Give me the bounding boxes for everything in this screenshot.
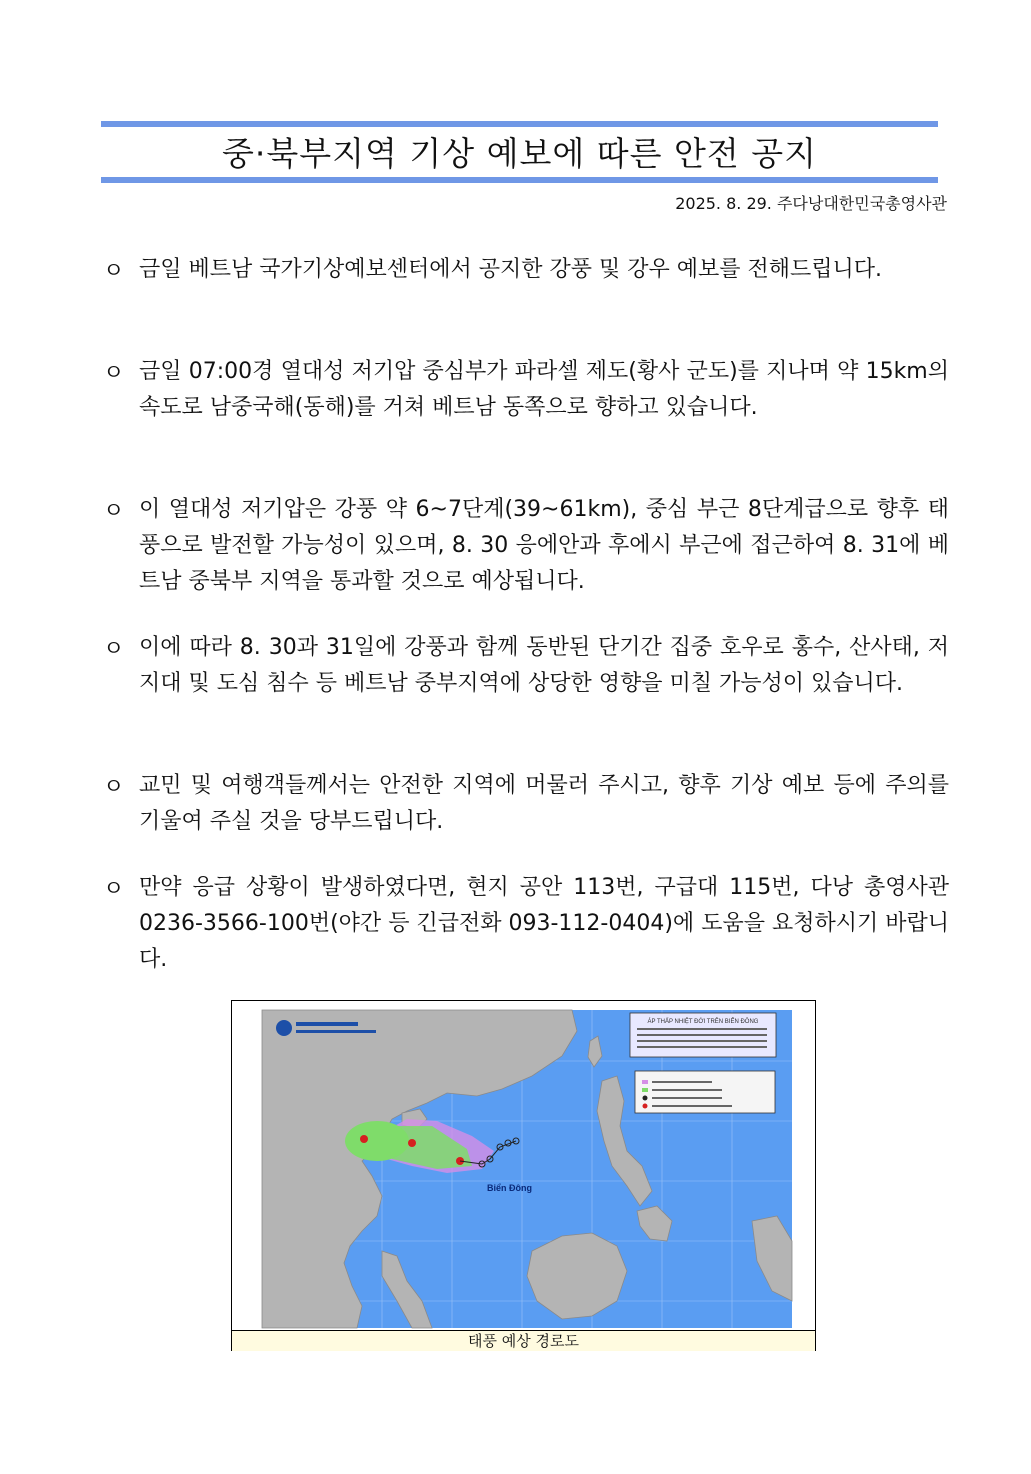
notice-item-4 (103, 630, 949, 702)
bullet-icon: ㅇ (103, 259, 125, 284)
storm-track-figure (231, 1000, 816, 1351)
notice-item-3 (103, 492, 949, 600)
title-bottom-rule (101, 177, 938, 183)
notice-text: 이 열대성 저기압은 강풍 약 6~7단계(39~61km), 중심 부근 8단계급으로 향후 태풍으로 발전할 가능성이 있으며, 8. 30 응에안과 후에시 부근에 접근하여 8. 31에 베트남 중북부 지역을 통과할 것으로 예상됩니다. (139, 497, 949, 594)
bullet-icon: ㅇ (103, 877, 125, 902)
agency-logo (276, 1020, 292, 1036)
storm-marker (360, 1135, 368, 1143)
bullet-icon: ㅇ (103, 499, 125, 524)
storm-track-map-graphic (232, 1001, 815, 1330)
sea-label: Biển Đông (487, 1183, 532, 1193)
notice-text: 교민 및 여행객들께서는 안전한 지역에 머물러 주시고, 향후 기상 예보 등에 주의를 기울여 주실 것을 당부드립니다. (139, 773, 949, 834)
storm-marker (408, 1139, 416, 1147)
bullet-icon: ㅇ (103, 637, 125, 662)
notice-text: 금일 07:00경 열대성 저기압 중심부가 파라셀 제도(황사 군도)를 지나며 약 15km의 속도로 남중국해(동해)를 거쳐 베트남 동쪽으로 향하고 있습니다. (139, 359, 949, 420)
notice-item-6 (103, 870, 949, 978)
notice-item-5 (103, 768, 949, 840)
storm-track-map (232, 1001, 815, 1330)
page-title: 중·북부지역 기상 예보에 따른 안전 공지 (222, 134, 817, 173)
bullet-icon: ㅇ (103, 361, 125, 386)
dateline: 2025. 8. 29. 주다낭대한민국총영사관 (675, 194, 947, 213)
bullet-icon: ㅇ (103, 775, 125, 800)
map-title: ÁP THẤP NHIỆT ĐỚI TRÊN BIỂN ĐÔNG (647, 1019, 759, 1025)
notice-item-1 (103, 252, 949, 288)
notice-text: 이에 따라 8. 30과 31일에 강풍과 함께 동반된 단기간 집중 호우로 홍수, 산사태, 저지대 및 도심 침수 등 베트남 중부지역에 상당한 영향을 미칠 가능성이 있습니다. (139, 635, 949, 696)
figure-caption: 태풍 예상 경로도 (232, 1330, 815, 1351)
notice-text: 금일 베트남 국가기상예보센터에서 공지한 강풍 및 강우 예보를 전해드립니다. (139, 257, 883, 282)
notice-text: 만약 응급 상황이 발생하였다면, 현지 공안 113번, 구급대 115번, 다낭 총영사관 0236-3566-100번(야간 등 긴급전화 093-112-0404)에 도움을 요청하시기 바랍니다. (139, 875, 949, 972)
title-top-rule (101, 121, 938, 127)
notice-item-2 (103, 354, 949, 426)
